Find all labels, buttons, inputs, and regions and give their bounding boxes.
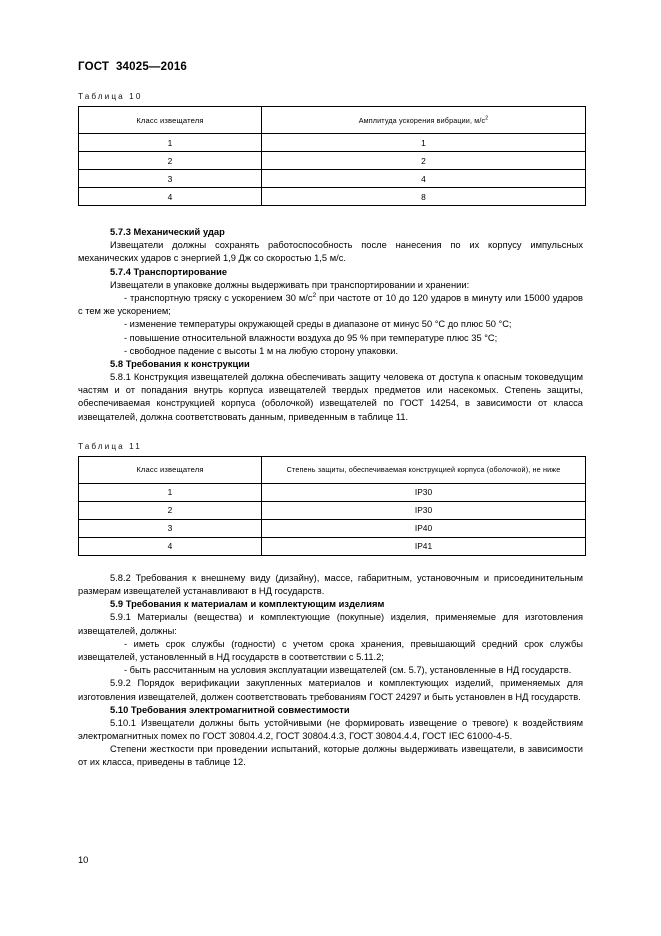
list-item-temperature: - изменение температуры окружающей среды в диапазоне от минус 50 °С до плюс 50 °С;	[124, 319, 512, 330]
cell-value: 2	[262, 152, 586, 170]
cell-value: 1	[262, 134, 586, 152]
table-11	[78, 456, 586, 556]
table-11-head	[79, 456, 586, 483]
table-10-head	[79, 107, 586, 134]
heading-5-10: 5.10 Требования электромагнитной совместимости	[110, 704, 350, 715]
cell-class: 1	[79, 483, 262, 501]
table-row	[79, 537, 586, 555]
table-row	[79, 483, 586, 501]
paragraph-5-9-1: 5.9.1 Материалы (вещества) и комплектующие (покупные) изделия, применяемые для изготовления извещателей, должны:	[78, 612, 583, 636]
list-item-transport-shock	[78, 292, 583, 318]
table-header-row	[79, 456, 586, 483]
list-item-text-a: - транспортную тряску с ускорением 30 м/с	[124, 292, 313, 303]
cell-value: 8	[262, 188, 586, 206]
page-number: 10	[78, 855, 89, 865]
cell-class: 4	[79, 188, 262, 206]
cell-value: IP30	[262, 483, 586, 501]
cell-value: 4	[262, 170, 586, 188]
page-content	[78, 92, 583, 770]
table-10-col-amplitude	[262, 107, 586, 134]
paragraph-5-8-2: 5.8.2 Требования к внешнему виду (дизайну), массе, габаритным, установочным и присоединительным размерам извещателей устанавливают в НД государств.	[78, 572, 583, 596]
cell-class: 1	[79, 134, 262, 152]
table-row	[79, 519, 586, 537]
paragraph-5-8-1: 5.8.1 Конструкция извещателей должна обеспечивать защиту человека от доступа к опасным токоведущим частям и от попадания внутрь корпуса извещателей твердых предметов или насекомых. Степень защиты, обеспечиваемая конструкцией корпуса (оболочкой) извещателей по ГОСТ 14254, в зависимости от класса извещателей, должна соответствовать данным, приведенным в таблице 11.	[78, 372, 583, 422]
paragraph-5-7-4-intro: Извещатели в упаковке должны выдерживать при транспортировании и хранении:	[110, 279, 470, 290]
table-row	[79, 152, 586, 170]
list-item-humidity: - повышение относительной влажности воздуха до 95 % при температуре плюс 35 °С;	[124, 332, 498, 343]
standard-header: ГОСТ 34025—2016	[78, 61, 188, 73]
table-10-col-class: Класс извещателя	[79, 107, 262, 134]
table-row	[79, 188, 586, 206]
table-11-caption: Таблица 11	[78, 441, 142, 451]
cell-value: IP41	[262, 537, 586, 555]
table-header-row	[79, 107, 586, 134]
table-11-body	[79, 483, 586, 555]
table-10-body	[79, 134, 586, 206]
cell-class: 2	[79, 152, 262, 170]
cell-class: 2	[79, 501, 262, 519]
table-10-col-amplitude-text: Амплитуда ускорения вибрации, м/с	[358, 115, 486, 125]
heading-5-9: 5.9 Требования к материалам и комплектующим изделиям	[110, 599, 385, 610]
table-10	[78, 106, 586, 206]
table-11-col-protection: Степень защиты, обеспечиваемая конструкцией корпуса (оболочкой), не ниже	[262, 456, 586, 483]
paragraph-5-9-2: 5.9.2 Порядок верификации закупленных материалов и комплектующих изделий, применяемых для изготовления извещателей, должен соответствовать требованиям ГОСТ 24297 и быть установлен в НД государств.	[78, 678, 583, 702]
cell-class: 3	[79, 519, 262, 537]
paragraph-5-10-1-continued: Степени жесткости при проведении испытаний, которые должны выдерживать извещатели, в зависимости от их класса, приведены в таблице 12.	[78, 744, 583, 768]
superscript-2: 2	[312, 291, 317, 299]
heading-5-8: 5.8 Требования к конструкции	[110, 358, 250, 369]
paragraph-5-10-1: 5.10.1 Извещатели должны быть устойчивыми (не формировать извещение о тревоге) к воздействиям электромагнитных помех по ГОСТ 30804.4.2, ГОСТ 30804.4.3, ГОСТ 30804.4.4, ГОСТ IEC 61000-4-5.	[78, 717, 583, 742]
heading-5-7-4: 5.7.4 Транспортирование	[110, 266, 228, 277]
cell-class: 4	[79, 537, 262, 555]
cell-class: 3	[79, 170, 262, 188]
list-item-operating-conditions: - быть рассчитанным на условия эксплуатации извещателей (см. 5.7), установленные в НД государств.	[124, 665, 572, 676]
paragraph-5-7-3: Извещатели должны сохранять работоспособность после нанесения по их корпусу импульсных механических ударов с энергией 1,9 Дж со скоростью 1,5 м/с.	[78, 240, 583, 264]
table-11-col-class: Класс извещателя	[79, 456, 262, 483]
cell-value: IP40	[262, 519, 586, 537]
cell-value: IP30	[262, 501, 586, 519]
list-item-text-b: при частоте от 10 до 120 ударов в минуту или 15000 ударов с тем же ускорением;	[78, 292, 583, 317]
table-row	[79, 170, 586, 188]
superscript-2: 2	[485, 115, 489, 122]
heading-5-7-3: 5.7.3 Механический удар	[110, 227, 225, 237]
table-row	[79, 134, 586, 152]
list-item-service-life: - иметь срок службы (годности) с учетом срока хранения, превышающий средний срок службы извещателей, установленный в НД государств в соответствии с 5.11.2;	[78, 638, 583, 662]
list-item-free-fall: - свободное падение с высоты 1 м на любую сторону упаковки.	[124, 345, 399, 356]
table-row	[79, 501, 586, 519]
table-10-caption: Таблица 10	[78, 92, 143, 101]
